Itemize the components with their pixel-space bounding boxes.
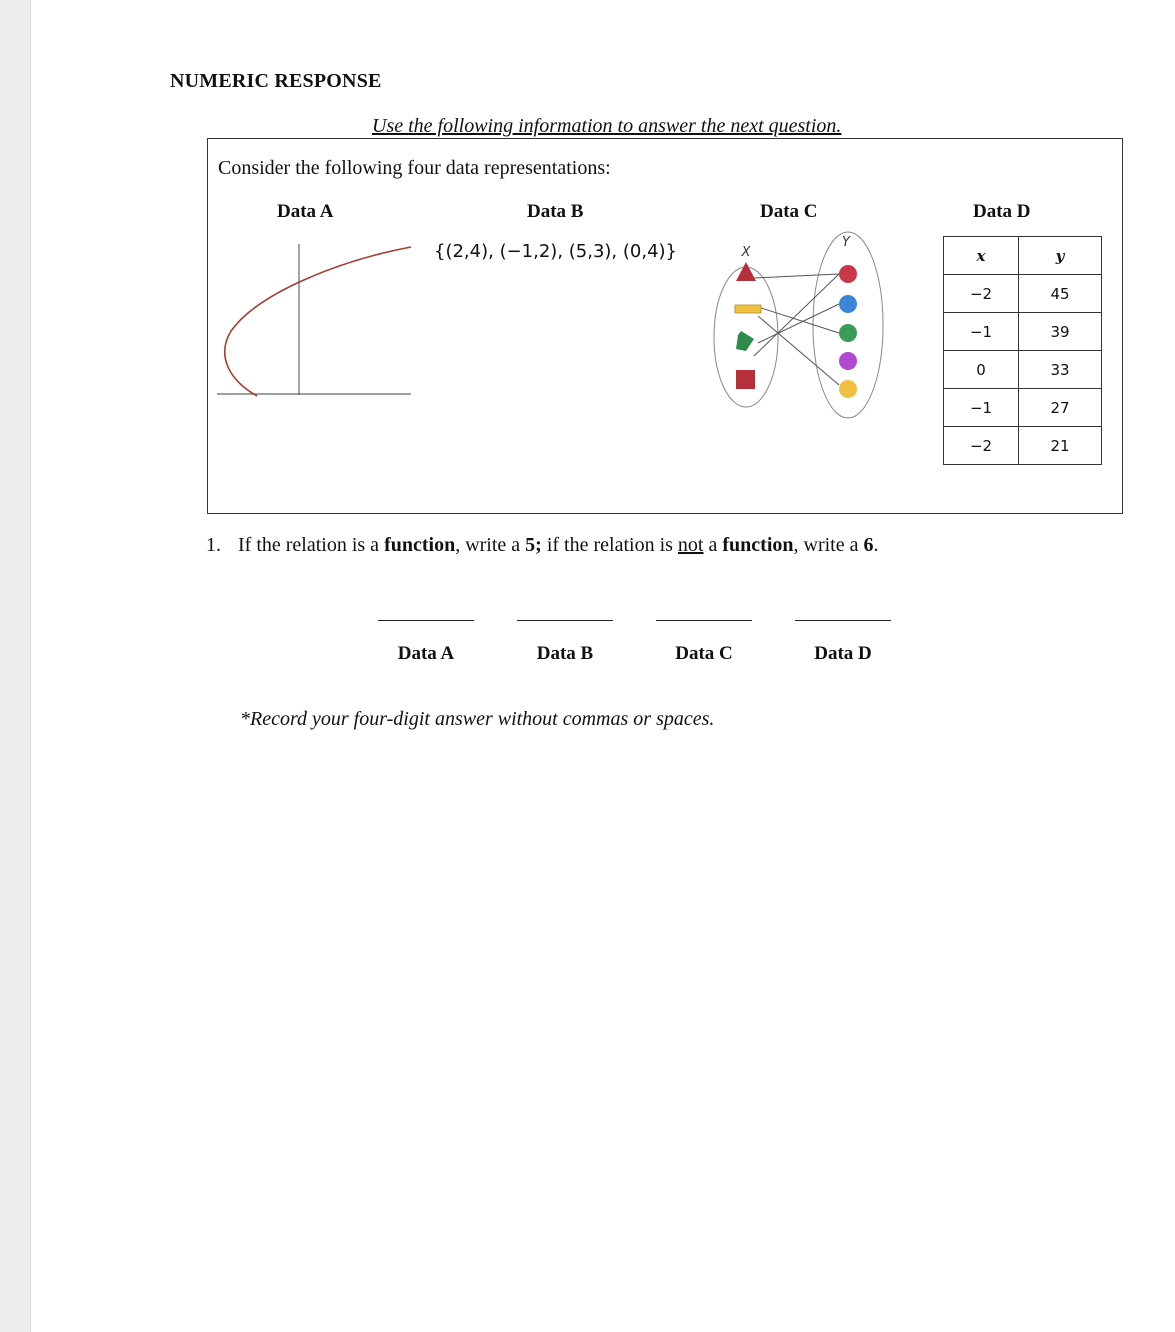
table-cell-x: −2 (944, 275, 1019, 313)
data-c-square (736, 370, 755, 389)
question-bold-5: 5; (525, 534, 542, 556)
table-header-row (944, 237, 1102, 275)
record-note: *Record your four-digit answer without commas or spaces. (240, 708, 715, 730)
table-header-x: x (944, 237, 1019, 275)
table-row (944, 275, 1102, 313)
data-c-arrows (754, 274, 839, 385)
table-header-y: y (1019, 237, 1102, 275)
question-text-3: if the relation is (541, 534, 678, 556)
table-cell-y: 39 (1019, 313, 1102, 351)
question-text-4: a (703, 534, 723, 556)
answer-blank-a[interactable] (378, 620, 474, 621)
table-row (944, 389, 1102, 427)
table-cell-y: 27 (1019, 389, 1102, 427)
table-cell-y: 21 (1019, 427, 1102, 465)
question-bold-function-1: function (384, 534, 456, 556)
intro-text: Use the following information to answer the next question. (372, 115, 842, 137)
answer-label-c: Data C (675, 643, 733, 664)
data-a-graph (217, 239, 413, 399)
question-text-2: , write a (455, 534, 526, 556)
answer-label-a: Data A (397, 643, 455, 664)
table-row (944, 351, 1102, 389)
table-cell-x: −2 (944, 427, 1019, 465)
data-c-dot-purple (839, 352, 857, 370)
answer-label-b: Data B (536, 643, 594, 664)
question-text-6: . (873, 534, 879, 556)
question-number: 1. (206, 534, 221, 556)
table-cell-y: 45 (1019, 275, 1102, 313)
data-c-dot-blue (839, 295, 857, 313)
table-cell-x: −1 (944, 313, 1019, 351)
data-c-y-label: Y (842, 235, 850, 250)
data-d-table (943, 236, 1102, 465)
question-text-5: , write a (793, 534, 864, 556)
answer-blank-c[interactable] (656, 620, 752, 621)
question-bold-function-2: function (722, 534, 794, 556)
data-a-curve (225, 247, 411, 396)
data-c-dot-red (839, 265, 857, 283)
table-cell-x: −1 (944, 389, 1019, 427)
data-c-dot-green (839, 324, 857, 342)
answer-blank-b[interactable] (517, 620, 613, 621)
arrow-4 (754, 274, 839, 356)
page-gutter (0, 0, 31, 1332)
data-c-mapping (708, 231, 898, 421)
data-c-x-label: X (741, 245, 751, 260)
section-title: NUMERIC RESPONSE (170, 70, 382, 92)
label-data-d: Data D (973, 201, 1031, 222)
label-data-a: Data A (277, 201, 334, 222)
answer-blank-d[interactable] (795, 620, 891, 621)
data-c-bar (735, 305, 761, 313)
data-c-triangle (736, 262, 756, 281)
arrow-5 (758, 316, 839, 385)
table-row (944, 427, 1102, 465)
arrow-3 (758, 304, 839, 343)
consider-text: Consider the following four data representations: (218, 157, 611, 179)
info-box (207, 138, 1123, 514)
label-data-b: Data B (527, 201, 584, 222)
question-underline-not: not (677, 534, 704, 556)
label-data-c: Data C (760, 201, 818, 222)
table-row (944, 313, 1102, 351)
table-cell-x: 0 (944, 351, 1019, 389)
data-c-pentagon (736, 331, 754, 351)
question-bold-6: 6 (863, 534, 874, 556)
question-1 (206, 534, 878, 557)
question-text-1: If the relation is a (238, 534, 385, 556)
data-c-dot-yellow (839, 380, 857, 398)
data-b-set: {(2,4), (−1,2), (5,3), (0,4)} (434, 241, 677, 262)
arrow-2 (758, 307, 839, 333)
arrow-1 (754, 274, 839, 278)
table-cell-y: 33 (1019, 351, 1102, 389)
answer-label-d: Data D (814, 643, 872, 664)
